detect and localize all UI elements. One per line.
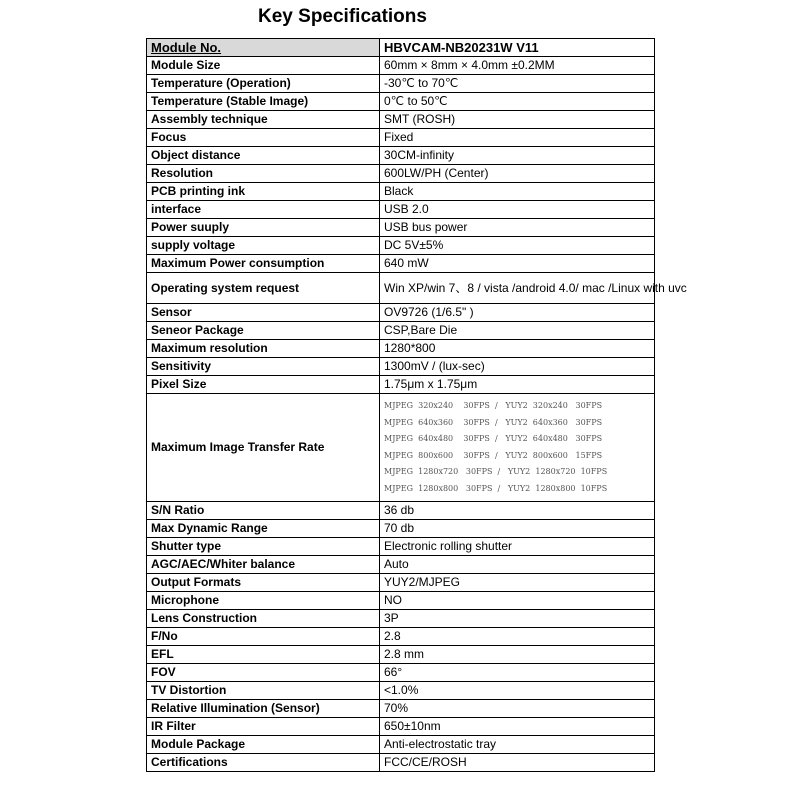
- table-row: [147, 147, 655, 165]
- spec-value: 0℃ to 50℃: [380, 93, 655, 111]
- spec-key: IR Filter: [147, 718, 380, 736]
- spec-value: 1.75μm x 1.75μm: [380, 376, 655, 394]
- spec-value: 2.8: [380, 628, 655, 646]
- spec-value: 600LW/PH (Center): [380, 165, 655, 183]
- table-row: [147, 700, 655, 718]
- spec-value: 70 db: [380, 520, 655, 538]
- spec-value: 70%: [380, 700, 655, 718]
- spec-value: FCC/CE/ROSH: [380, 754, 655, 772]
- table-header-row: [147, 39, 655, 57]
- transfer-rate-cell: [380, 394, 655, 502]
- spec-key: Object distance: [147, 147, 380, 165]
- spec-value: 3P: [380, 610, 655, 628]
- spec-value: -30℃ to 70℃: [380, 75, 655, 93]
- table-row: [147, 237, 655, 255]
- transfer-rate-line: MJPEG 800x600 30FPS / YUY2 800x600 15FPS: [384, 450, 603, 460]
- spec-key: Resolution: [147, 165, 380, 183]
- table-row: [147, 610, 655, 628]
- spec-key: Relative Illumination (Sensor): [147, 700, 380, 718]
- table-row: [147, 322, 655, 340]
- table-row: [147, 201, 655, 219]
- table-row: [147, 682, 655, 700]
- spec-value: Win XP/win 7、8 / vista /android 4.0/ mac /Linux with uvc: [380, 273, 655, 304]
- table-row: [147, 219, 655, 237]
- spec-key: AGC/AEC/Whiter balance: [147, 556, 380, 574]
- table-row: [147, 574, 655, 592]
- spec-key: EFL: [147, 646, 380, 664]
- spec-key: Max Dynamic Range: [147, 520, 380, 538]
- spec-key: Maximum resolution: [147, 340, 380, 358]
- transfer-rate-line: MJPEG 320x240 30FPS / YUY2 320x240 30FPS: [384, 401, 603, 410]
- table-row: [147, 75, 655, 93]
- table-row: [147, 111, 655, 129]
- spec-value: 650±10nm: [380, 718, 655, 736]
- spec-key: Seneor Package: [147, 322, 380, 340]
- spec-value: 1280*800: [380, 340, 655, 358]
- spec-value: CSP,Bare Die: [380, 322, 655, 340]
- table-row: [147, 664, 655, 682]
- spec-key: supply voltage: [147, 237, 380, 255]
- table-row: [147, 718, 655, 736]
- specifications-table: [146, 38, 687, 772]
- spec-value: <1.0%: [380, 682, 655, 700]
- table-row: [147, 255, 655, 273]
- spec-key: Module Package: [147, 736, 380, 754]
- spec-value: 1300mV / (lux-sec): [380, 358, 655, 376]
- spec-key: Temperature (Stable Image): [147, 93, 380, 111]
- spec-key: TV Distortion: [147, 682, 380, 700]
- spec-key: Operating system request: [147, 273, 380, 304]
- table-row: [147, 376, 655, 394]
- table-row: [147, 628, 655, 646]
- transfer-rate-line: MJPEG 1280x720 30FPS / YUY2 1280x720 10FPS: [384, 467, 608, 476]
- spec-value: Auto: [380, 556, 655, 574]
- spec-key: Assembly technique: [147, 111, 380, 129]
- spec-key: Sensor: [147, 304, 380, 322]
- spec-value: Electronic rolling shutter: [380, 538, 655, 556]
- spec-key: S/N Ratio: [147, 502, 380, 520]
- spec-value: SMT (ROSH): [380, 111, 655, 129]
- spec-value: 36 db: [380, 502, 655, 520]
- spec-key: F/No: [147, 628, 380, 646]
- spec-key: Maximum Image Transfer Rate: [147, 394, 380, 502]
- module-no-value: HBVCAM-NB20231W V11: [380, 39, 655, 57]
- table-row: [147, 520, 655, 538]
- spec-value: YUY2/MJPEG: [380, 574, 655, 592]
- spec-key: Temperature (Operation): [147, 75, 380, 93]
- spec-value: Black: [380, 183, 655, 201]
- spec-key: interface: [147, 201, 380, 219]
- spec-value: DC 5V±5%: [380, 237, 655, 255]
- spec-key: Power suuply: [147, 219, 380, 237]
- spec-value: Fixed: [380, 129, 655, 147]
- table-row: [147, 754, 655, 772]
- spec-value: Anti-electrostatic tray: [380, 736, 655, 754]
- table-row: [147, 165, 655, 183]
- spec-value: NO: [380, 592, 655, 610]
- table-row: [147, 57, 655, 75]
- table-row: [147, 646, 655, 664]
- spec-value: 60mm × 8mm × 4.0mm ±0.2MM: [380, 57, 655, 75]
- table-row: [147, 129, 655, 147]
- table-row: [147, 304, 655, 322]
- spec-key: Maximum Power consumption: [147, 255, 380, 273]
- spec-key: Pixel Size: [147, 376, 380, 394]
- table-row: [147, 592, 655, 610]
- table-row: [147, 183, 655, 201]
- table-row-transfer-rate: [147, 394, 655, 502]
- spec-key: Output Formats: [147, 574, 380, 592]
- spec-key: FOV: [147, 664, 380, 682]
- spec-key: Focus: [147, 129, 380, 147]
- spec-value: USB bus power: [380, 219, 655, 237]
- spec-key: Certifications: [147, 754, 380, 772]
- table-row: [147, 736, 655, 754]
- spec-value: 30CM-infinity: [380, 147, 655, 165]
- spec-value: 640 mW: [380, 255, 655, 273]
- table-row: [147, 502, 655, 520]
- spec-value: USB 2.0: [380, 201, 655, 219]
- module-no-label: Module No.: [147, 39, 380, 57]
- spec-key: Lens Construction: [147, 610, 380, 628]
- table-row: [147, 538, 655, 556]
- spec-key: Sensitivity: [147, 358, 380, 376]
- transfer-rate-line: MJPEG 640x480 30FPS / YUY2 640x480 30FPS: [384, 434, 603, 443]
- table-row: [147, 340, 655, 358]
- transfer-rate-line: MJPEG 1280x800 30FPS / YUY2 1280x800 10FPS: [384, 483, 608, 493]
- table-row: [147, 93, 655, 111]
- spec-value: OV9726 (1/6.5" ): [380, 304, 655, 322]
- spec-key: PCB printing ink: [147, 183, 380, 201]
- page-title: Key Specifications: [258, 6, 427, 27]
- table-row: [147, 358, 655, 376]
- spec-key: Module Size: [147, 57, 380, 75]
- spec-value: 2.8 mm: [380, 646, 655, 664]
- spec-key: Shutter type: [147, 538, 380, 556]
- transfer-rate-line: MJPEG 640x360 30FPS / YUY2 640x360 30FPS: [384, 417, 603, 427]
- table-row: [147, 556, 655, 574]
- table-row-os: [147, 273, 655, 304]
- spec-key: Microphone: [147, 592, 380, 610]
- spec-value: 66°: [380, 664, 655, 682]
